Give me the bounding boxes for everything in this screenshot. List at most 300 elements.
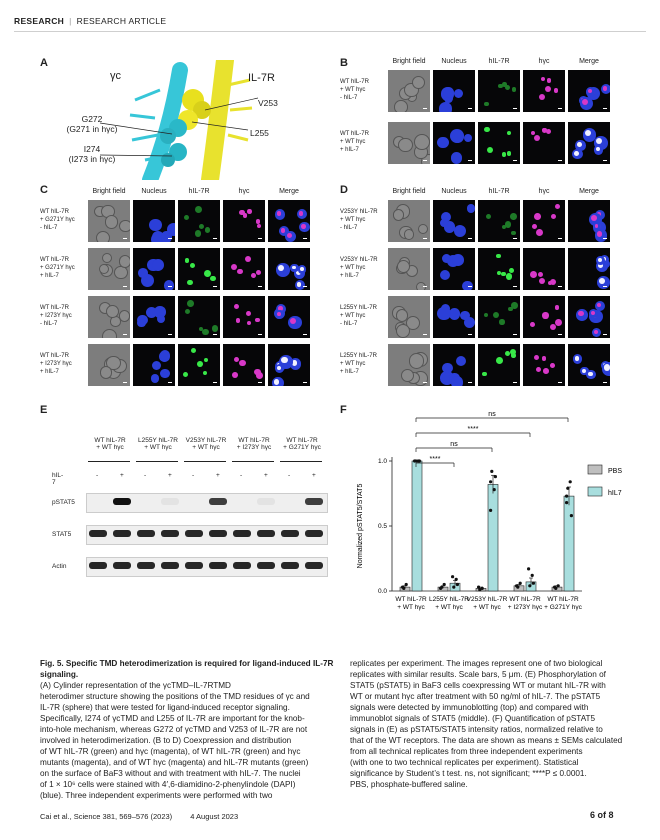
panel-b-gc-signal xyxy=(539,94,545,100)
blot-band xyxy=(185,530,203,537)
caption-line: Specifically, I274 of γcTMD and L255 of IL-7R are important for the knob- xyxy=(40,714,305,723)
panel-b-scale-bar xyxy=(423,160,427,161)
panel-d-tile xyxy=(388,344,430,386)
panel-c-gc-signal xyxy=(247,209,252,214)
caption-line: IL-7R (sphere) that were tested for ligand-induced receptor signaling. xyxy=(40,703,290,712)
panel-d-col-header: Nucleus xyxy=(441,188,467,195)
data-point xyxy=(565,501,568,504)
panel-d-gc-signal xyxy=(551,214,556,219)
panel-f-label: F xyxy=(340,404,347,416)
panel-c-tile xyxy=(223,200,265,242)
significance-label: **** xyxy=(467,426,479,433)
panel-c-merge-signal xyxy=(274,379,279,384)
panel-d-row-label-line: - hIL-7 xyxy=(340,225,358,231)
panel-d-row-label-line: + WT hγc xyxy=(340,265,366,271)
panel-c-il7r-signal xyxy=(204,270,211,277)
treatment-sign: + xyxy=(120,472,124,479)
panel-b-nucleus xyxy=(454,89,463,98)
panel-c-tile xyxy=(178,296,220,338)
panel-b-cell xyxy=(394,100,408,112)
panel-b-scale-bar xyxy=(603,160,607,161)
panel-c-cell xyxy=(114,266,127,279)
panel-c-nucleus xyxy=(157,315,166,324)
data-point xyxy=(452,586,455,589)
panel-b-cell xyxy=(414,134,430,150)
panel-d-tile xyxy=(433,344,475,386)
panel-c-gc-signal xyxy=(232,372,238,378)
panel-c-nucleus xyxy=(152,361,161,370)
panel-d-scale-bar xyxy=(513,238,517,239)
panel-c-row-label-line: - hIL-7 xyxy=(40,225,58,231)
blot-band xyxy=(281,530,299,537)
treatment-sign: - xyxy=(240,472,243,479)
panel-c-scale-bar xyxy=(168,382,172,383)
panel-c-scale-bar xyxy=(303,286,307,287)
blot-group-underline xyxy=(136,461,178,462)
data-point xyxy=(527,567,530,570)
panel-b-col-header: hγc xyxy=(538,58,550,65)
bar-chart xyxy=(340,405,640,637)
panel-b-scale-bar xyxy=(513,160,517,161)
panel-d-scale-bar xyxy=(558,286,562,287)
data-point xyxy=(494,475,497,478)
panel-d-col-header: hIL-7R xyxy=(488,188,510,195)
panel-c-gc-signal xyxy=(257,224,261,228)
panel-d-tile xyxy=(523,296,565,338)
panel-d-scale-bar xyxy=(558,334,562,335)
x-tick-label-2: + WT hγc xyxy=(435,604,463,611)
panel-d-tile xyxy=(568,344,610,386)
data-point xyxy=(477,586,480,589)
panel-b-il7r-signal xyxy=(484,127,490,133)
blot-group-underline xyxy=(184,461,226,462)
panel-b-merge-signal xyxy=(574,151,579,156)
panel-d-scale-bar xyxy=(423,334,427,335)
x-tick-label: WT hIL-7R xyxy=(509,596,541,603)
panel-c-col-header: Bright field xyxy=(92,188,126,195)
blot-group-label-line: V253Y hIL-7R xyxy=(185,437,227,444)
caption-line: significance by Student’s t test. ns, not significant; ****P ≤ 0.0001. xyxy=(350,769,587,778)
panel-b-label: B xyxy=(340,57,348,69)
panel-d-gc-signal xyxy=(543,368,549,374)
panel-c-row-label-line: + I273Y hγc xyxy=(40,313,72,319)
data-point xyxy=(418,459,421,462)
panel-c-row-label-line: WT hIL-7R xyxy=(40,305,69,311)
panel-d-il7r-signal xyxy=(496,357,503,364)
panel-d-il7r-signal xyxy=(482,372,486,376)
data-point xyxy=(565,495,568,498)
panel-c-cell xyxy=(105,215,118,228)
panel-b-il7r-signal xyxy=(507,151,511,155)
panel-d-cell xyxy=(393,209,405,221)
panel-b-il7r-signal xyxy=(498,84,502,88)
panel-d-tile xyxy=(568,248,610,290)
panel-c-cell xyxy=(99,264,109,274)
x-tick-label-2: + I273Y hγc xyxy=(507,604,543,611)
panel-d-merge-signal xyxy=(575,356,579,360)
panel-d-scale-bar xyxy=(468,382,472,383)
bar-hil7 xyxy=(564,496,574,591)
blot-group-label-line: WT hIL-7R xyxy=(286,437,318,444)
panel-c-cell xyxy=(106,305,119,318)
panel-d-scale-bar xyxy=(468,334,472,335)
panel-d-scale-bar xyxy=(513,382,517,383)
g272-sub: (G271 in hγc) xyxy=(66,124,118,134)
x-tick-label: WT hIL-7R xyxy=(395,596,427,603)
panel-b-il7r-signal xyxy=(502,152,507,157)
panel-c-cell xyxy=(119,255,130,267)
panel-c-nucleus xyxy=(151,374,160,383)
panel-b-cell xyxy=(412,76,425,89)
data-point xyxy=(413,459,416,462)
panel-b-tile xyxy=(388,122,430,164)
panel-c-il7r-signal xyxy=(187,280,193,286)
blot-band xyxy=(233,530,251,537)
caption-line: signals were detected by immunoblotting (top) and compared with xyxy=(350,703,589,712)
blot-group-label-line: + I273Y hγc xyxy=(236,444,272,451)
caption-line: mutants (magenta), and of WT hγc (magenta) and hIL-7R mutants (green) xyxy=(40,758,309,767)
panel-c-row-label-line: - hIL-7 xyxy=(40,321,58,327)
panel-d-scale-bar xyxy=(558,238,562,239)
panel-d-gc-signal xyxy=(555,319,562,326)
panel-b-nucleus xyxy=(451,152,463,164)
panel-c-scale-bar xyxy=(303,382,307,383)
panel-d-il7r-signal xyxy=(501,272,506,277)
panel-c-il7r-signal xyxy=(210,276,215,281)
panel-b-gc-signal xyxy=(546,129,551,134)
panel-c-col-header: hIL-7R xyxy=(188,188,210,195)
panel-c-tile xyxy=(223,296,265,338)
panel-c-scale-bar xyxy=(123,382,127,383)
blot-band xyxy=(113,562,131,569)
panel-b-gc-signal xyxy=(545,86,551,92)
panel-b-row-label xyxy=(340,130,388,154)
date-text: 4 August 2023 xyxy=(190,812,239,821)
panel-d-row-label-line: L255Y hIL-7R xyxy=(340,353,377,359)
panel-b-scale-bar xyxy=(558,108,562,109)
panel-b-row-label xyxy=(340,78,388,102)
panel-c-tile xyxy=(268,344,310,386)
panel-c-row-label xyxy=(40,208,88,232)
panel-c-nucleus xyxy=(152,259,164,271)
panel-b-tile xyxy=(433,122,475,164)
panel-b-scale-bar xyxy=(468,160,472,161)
blot-group-label xyxy=(276,437,328,451)
panel-c-tile xyxy=(223,248,265,290)
panel-c-scale-bar xyxy=(123,238,127,239)
citation-text: Cai et al., Science 381, 569–576 (2023) xyxy=(40,812,173,821)
data-point xyxy=(557,584,560,587)
treatment-sign: + xyxy=(312,472,316,479)
panel-c-merge-signal xyxy=(297,282,302,287)
panel-d-scale-bar xyxy=(603,286,607,287)
panel-d-tile xyxy=(478,248,520,290)
panel-c-row-label-line: WT hIL-7R xyxy=(40,353,69,359)
panel-c-merge-signal xyxy=(281,228,285,232)
caption-line: STAT5 (pSTAT5) in BaF3 cells coexpressing WT or mutant hIL-7R with xyxy=(350,681,606,690)
panel-b-col-header: Merge xyxy=(579,58,599,65)
panel-d-tile xyxy=(433,200,475,242)
panel-d-nucleus xyxy=(467,204,475,212)
i274-label xyxy=(62,144,122,164)
treatment-sign: - xyxy=(192,472,195,479)
panel-c-row-label xyxy=(40,304,88,328)
blot-band xyxy=(305,498,323,505)
panel-c-scale-bar xyxy=(123,286,127,287)
panel-c-scale-bar xyxy=(258,382,262,383)
panel-d-il7r-signal xyxy=(484,313,488,317)
x-tick-label-2: + G271Y hγc xyxy=(544,604,582,611)
blot-band xyxy=(209,530,227,537)
data-point xyxy=(489,480,492,483)
panel-c-il7r-signal xyxy=(199,224,204,229)
panel-d-merge-signal xyxy=(598,258,602,262)
data-point xyxy=(493,488,496,491)
panel-c-row-label-line: + G271Y hγc xyxy=(40,217,75,223)
panel-d-row-label xyxy=(340,256,388,280)
panel-c-gc-signal xyxy=(234,304,239,309)
blot-group-underline xyxy=(280,461,322,462)
panel-d-il7r-signal xyxy=(499,319,504,324)
blot-band xyxy=(113,530,131,537)
panel-d-gc-signal xyxy=(536,367,542,373)
panel-c-il7r-signal xyxy=(203,371,207,375)
panel-c-scale-bar xyxy=(258,238,262,239)
panel-d-col-header: Merge xyxy=(579,188,599,195)
panel-b-scale-bar xyxy=(423,108,427,109)
header-rule xyxy=(14,31,646,32)
panel-c-scale-bar xyxy=(303,238,307,239)
caption-col1-lines xyxy=(40,680,335,801)
data-point xyxy=(451,575,454,578)
panel-c-scale-bar xyxy=(213,238,217,239)
blot-row-label: Actin xyxy=(52,563,67,570)
panel-d-il7r-signal xyxy=(506,273,513,280)
panel-d-nucleus xyxy=(440,219,448,227)
caption-column-1 xyxy=(40,658,335,801)
panel-c-tile xyxy=(133,248,175,290)
panel-c-scale-bar xyxy=(258,334,262,335)
panel-c-nucleus xyxy=(137,319,146,328)
panel-c-col-header: hγc xyxy=(238,188,250,195)
panel-c-gc-signal xyxy=(245,256,251,262)
panel-d-il7r-signal xyxy=(509,268,514,273)
blot-band xyxy=(305,530,323,537)
panel-d-merge-signal xyxy=(591,215,597,221)
panel-c-cell xyxy=(119,220,130,233)
panel-b-tile xyxy=(568,122,610,164)
panel-d-tile xyxy=(523,344,565,386)
panel-c-scale-bar xyxy=(168,334,172,335)
panel-c-merge-signal xyxy=(281,357,287,363)
panel-d-scale-bar xyxy=(513,334,517,335)
panel-d-tile xyxy=(523,200,565,242)
panel-c-gc-signal xyxy=(251,273,256,278)
panel-c-gc-signal xyxy=(237,269,243,275)
caption-line: replicates with similar results. Scale bars, 5 μm. (E) Phosphorylation of xyxy=(350,670,606,679)
panel-c-cell xyxy=(110,316,120,326)
panel-c-col-header: Nucleus xyxy=(141,188,167,195)
panel-c-merge-signal xyxy=(287,233,292,238)
panel-d-il7r-signal xyxy=(493,312,499,318)
blot-group-label xyxy=(84,437,136,451)
panel-c-tile xyxy=(133,296,175,338)
panel-c-tile xyxy=(88,200,130,242)
panel-c-scale-bar xyxy=(303,334,307,335)
blot-band xyxy=(89,530,107,537)
data-point xyxy=(439,587,442,590)
data-point xyxy=(553,586,556,589)
panel-d-tile xyxy=(523,248,565,290)
x-tick-label-2: + WT hγc xyxy=(473,604,501,611)
blot-group-underline xyxy=(232,461,274,462)
panel-c-row-label-line: WT hIL-7R xyxy=(40,257,69,263)
caption-line: WT or mutant hγc after treatment with 50 ng/ml of hIL-7. The pSTAT5 xyxy=(350,692,601,701)
panel-c-merge-signal xyxy=(301,224,306,229)
panel-d-scale-bar xyxy=(468,238,472,239)
panel-d-gc-signal xyxy=(530,322,535,327)
panel-d-scale-bar xyxy=(558,382,562,383)
panel-d-il7r-signal xyxy=(505,351,510,356)
panel-d-row-label xyxy=(340,352,388,376)
panel-d-gc-signal xyxy=(530,271,537,278)
panel-c-tile xyxy=(268,200,310,242)
panel-c-il7r-signal xyxy=(185,309,190,314)
panel-c-scale-bar xyxy=(168,286,172,287)
panel-c-il7r-signal xyxy=(205,227,211,233)
panel-b-tile xyxy=(388,70,430,112)
blot-band xyxy=(137,562,155,569)
data-point xyxy=(405,583,408,586)
panel-b-row-label-line: + WT hγc xyxy=(340,87,366,93)
panel-d-row-label-line: V253Y hIL-7R xyxy=(340,257,378,263)
panel-c-gc-signal xyxy=(255,318,259,322)
data-point xyxy=(528,584,531,587)
panel-c-tile xyxy=(88,248,130,290)
data-point xyxy=(456,583,459,586)
panel-d-tile xyxy=(568,296,610,338)
caption-fig-title: Fig. 5. Specific TMD heterodimerization is required for ligand-induced IL-7R signaling. xyxy=(40,659,334,679)
panel-d-row-label-line: + hIL-7 xyxy=(340,369,359,375)
blot-band xyxy=(161,530,179,537)
blot-group-label-line: + WT hγc xyxy=(96,444,124,451)
data-point xyxy=(443,583,446,586)
panel-d-il7r-signal xyxy=(505,221,511,227)
panel-d-row-label xyxy=(340,208,388,232)
panel-b-tile xyxy=(568,70,610,112)
panel-c-label: C xyxy=(40,184,48,196)
panel-b-gc-signal xyxy=(541,77,545,81)
panel-f-chart xyxy=(340,405,640,637)
data-point xyxy=(569,480,572,483)
panel-b-col-header: Nucleus xyxy=(441,58,467,65)
data-point xyxy=(519,582,522,585)
blot-band xyxy=(257,530,275,537)
panel-d-col-header: hγc xyxy=(538,188,550,195)
blot-band xyxy=(257,562,275,569)
panel-d-gc-signal xyxy=(550,363,555,368)
significance-label: **** xyxy=(429,456,441,463)
panel-d-col-header: Bright field xyxy=(392,188,426,195)
panel-d-scale-bar xyxy=(603,382,607,383)
panel-d-merge-signal xyxy=(578,311,583,316)
panel-d-row-label-line: + WT hγc xyxy=(340,217,366,223)
panel-b-gc-signal xyxy=(554,88,559,93)
panel-c-gc-signal xyxy=(256,270,261,275)
panel-c-col-header: Merge xyxy=(279,188,299,195)
panel-b-merge-signal xyxy=(603,86,608,91)
panel-d-scale-bar xyxy=(423,286,427,287)
y-tick-label: 0.5 xyxy=(377,523,387,530)
panel-c-row-label-line: + G271Y hγc xyxy=(40,265,75,271)
blot-group-label-line: + G271Y hγc xyxy=(283,444,321,451)
panel-d-merge-signal xyxy=(604,364,610,370)
panel-c-scale-bar xyxy=(258,286,262,287)
blot-band xyxy=(233,562,251,569)
panel-d-row-label-line: + WT hγc xyxy=(340,361,366,367)
panel-d-scale-bar xyxy=(603,238,607,239)
legend-swatch xyxy=(588,487,602,496)
panel-c-gc-signal xyxy=(247,321,251,325)
panel-d-tile xyxy=(568,200,610,242)
panel-c-row-label-line: + hIL-7 xyxy=(40,273,59,279)
panel-c-il7r-signal xyxy=(183,372,188,377)
panel-b-scale-bar xyxy=(468,108,472,109)
panel-d-nucleus xyxy=(440,270,450,280)
data-point xyxy=(515,584,518,587)
panel-c-merge-signal xyxy=(290,318,296,324)
g272-label xyxy=(62,114,122,134)
blot-band xyxy=(113,498,131,505)
blot-group-label-line: L255Y hIL-7R xyxy=(138,437,178,444)
panel-c-row-label-line: + I273Y hγc xyxy=(40,361,72,367)
blot-band xyxy=(209,562,227,569)
y-axis-label: Normalized pSTAT5/STAT5 xyxy=(357,483,364,569)
panel-c-nucleus xyxy=(167,223,175,236)
header-separator: | xyxy=(69,16,72,26)
x-tick-label-2: + WT hγc xyxy=(397,604,425,611)
panel-b-col-header: hIL-7R xyxy=(488,58,510,65)
panel-b-gc-signal xyxy=(547,78,552,83)
panel-c-il7r-signal xyxy=(184,215,189,220)
panel-d-scale-bar xyxy=(423,238,427,239)
panel-d-gc-signal xyxy=(542,356,546,360)
panel-c-nucleus xyxy=(160,369,169,378)
panel-b-merge-signal xyxy=(577,142,582,147)
blot-group-label-line: + WT hγc xyxy=(144,444,172,451)
caption-line: immunoblot signals of STAT5 (middle). (F) Quantification of pSTAT5 xyxy=(350,714,596,723)
panel-c-il7r-signal xyxy=(195,206,202,213)
panel-c-scale-bar xyxy=(168,238,172,239)
panel-b-row-label-line: WT hIL-7R xyxy=(340,131,369,137)
panel-c-tile xyxy=(178,200,220,242)
panel-b-gc-signal xyxy=(531,131,535,135)
blot-group-label xyxy=(132,437,184,451)
blot-row-label: pSTAT5 xyxy=(52,499,75,506)
panel-c-il7r-signal xyxy=(187,300,194,307)
panel-d-nucleus xyxy=(437,307,451,321)
panel-b-row-label-line: - hIL-7 xyxy=(340,95,358,101)
caption-line: involved in heterodimerization. (B to D) Coexpression and distribution xyxy=(40,736,292,745)
panel-d-row-label xyxy=(340,304,388,328)
legend-label: hIL7 xyxy=(608,490,622,497)
panel-b-nucleus xyxy=(439,102,453,112)
panel-d-gc-signal xyxy=(555,305,560,310)
panel-a-label: A xyxy=(40,57,48,69)
panel-c-tile xyxy=(178,248,220,290)
panel-c-row-label xyxy=(40,352,88,376)
panel-b-nucleus xyxy=(451,130,464,143)
